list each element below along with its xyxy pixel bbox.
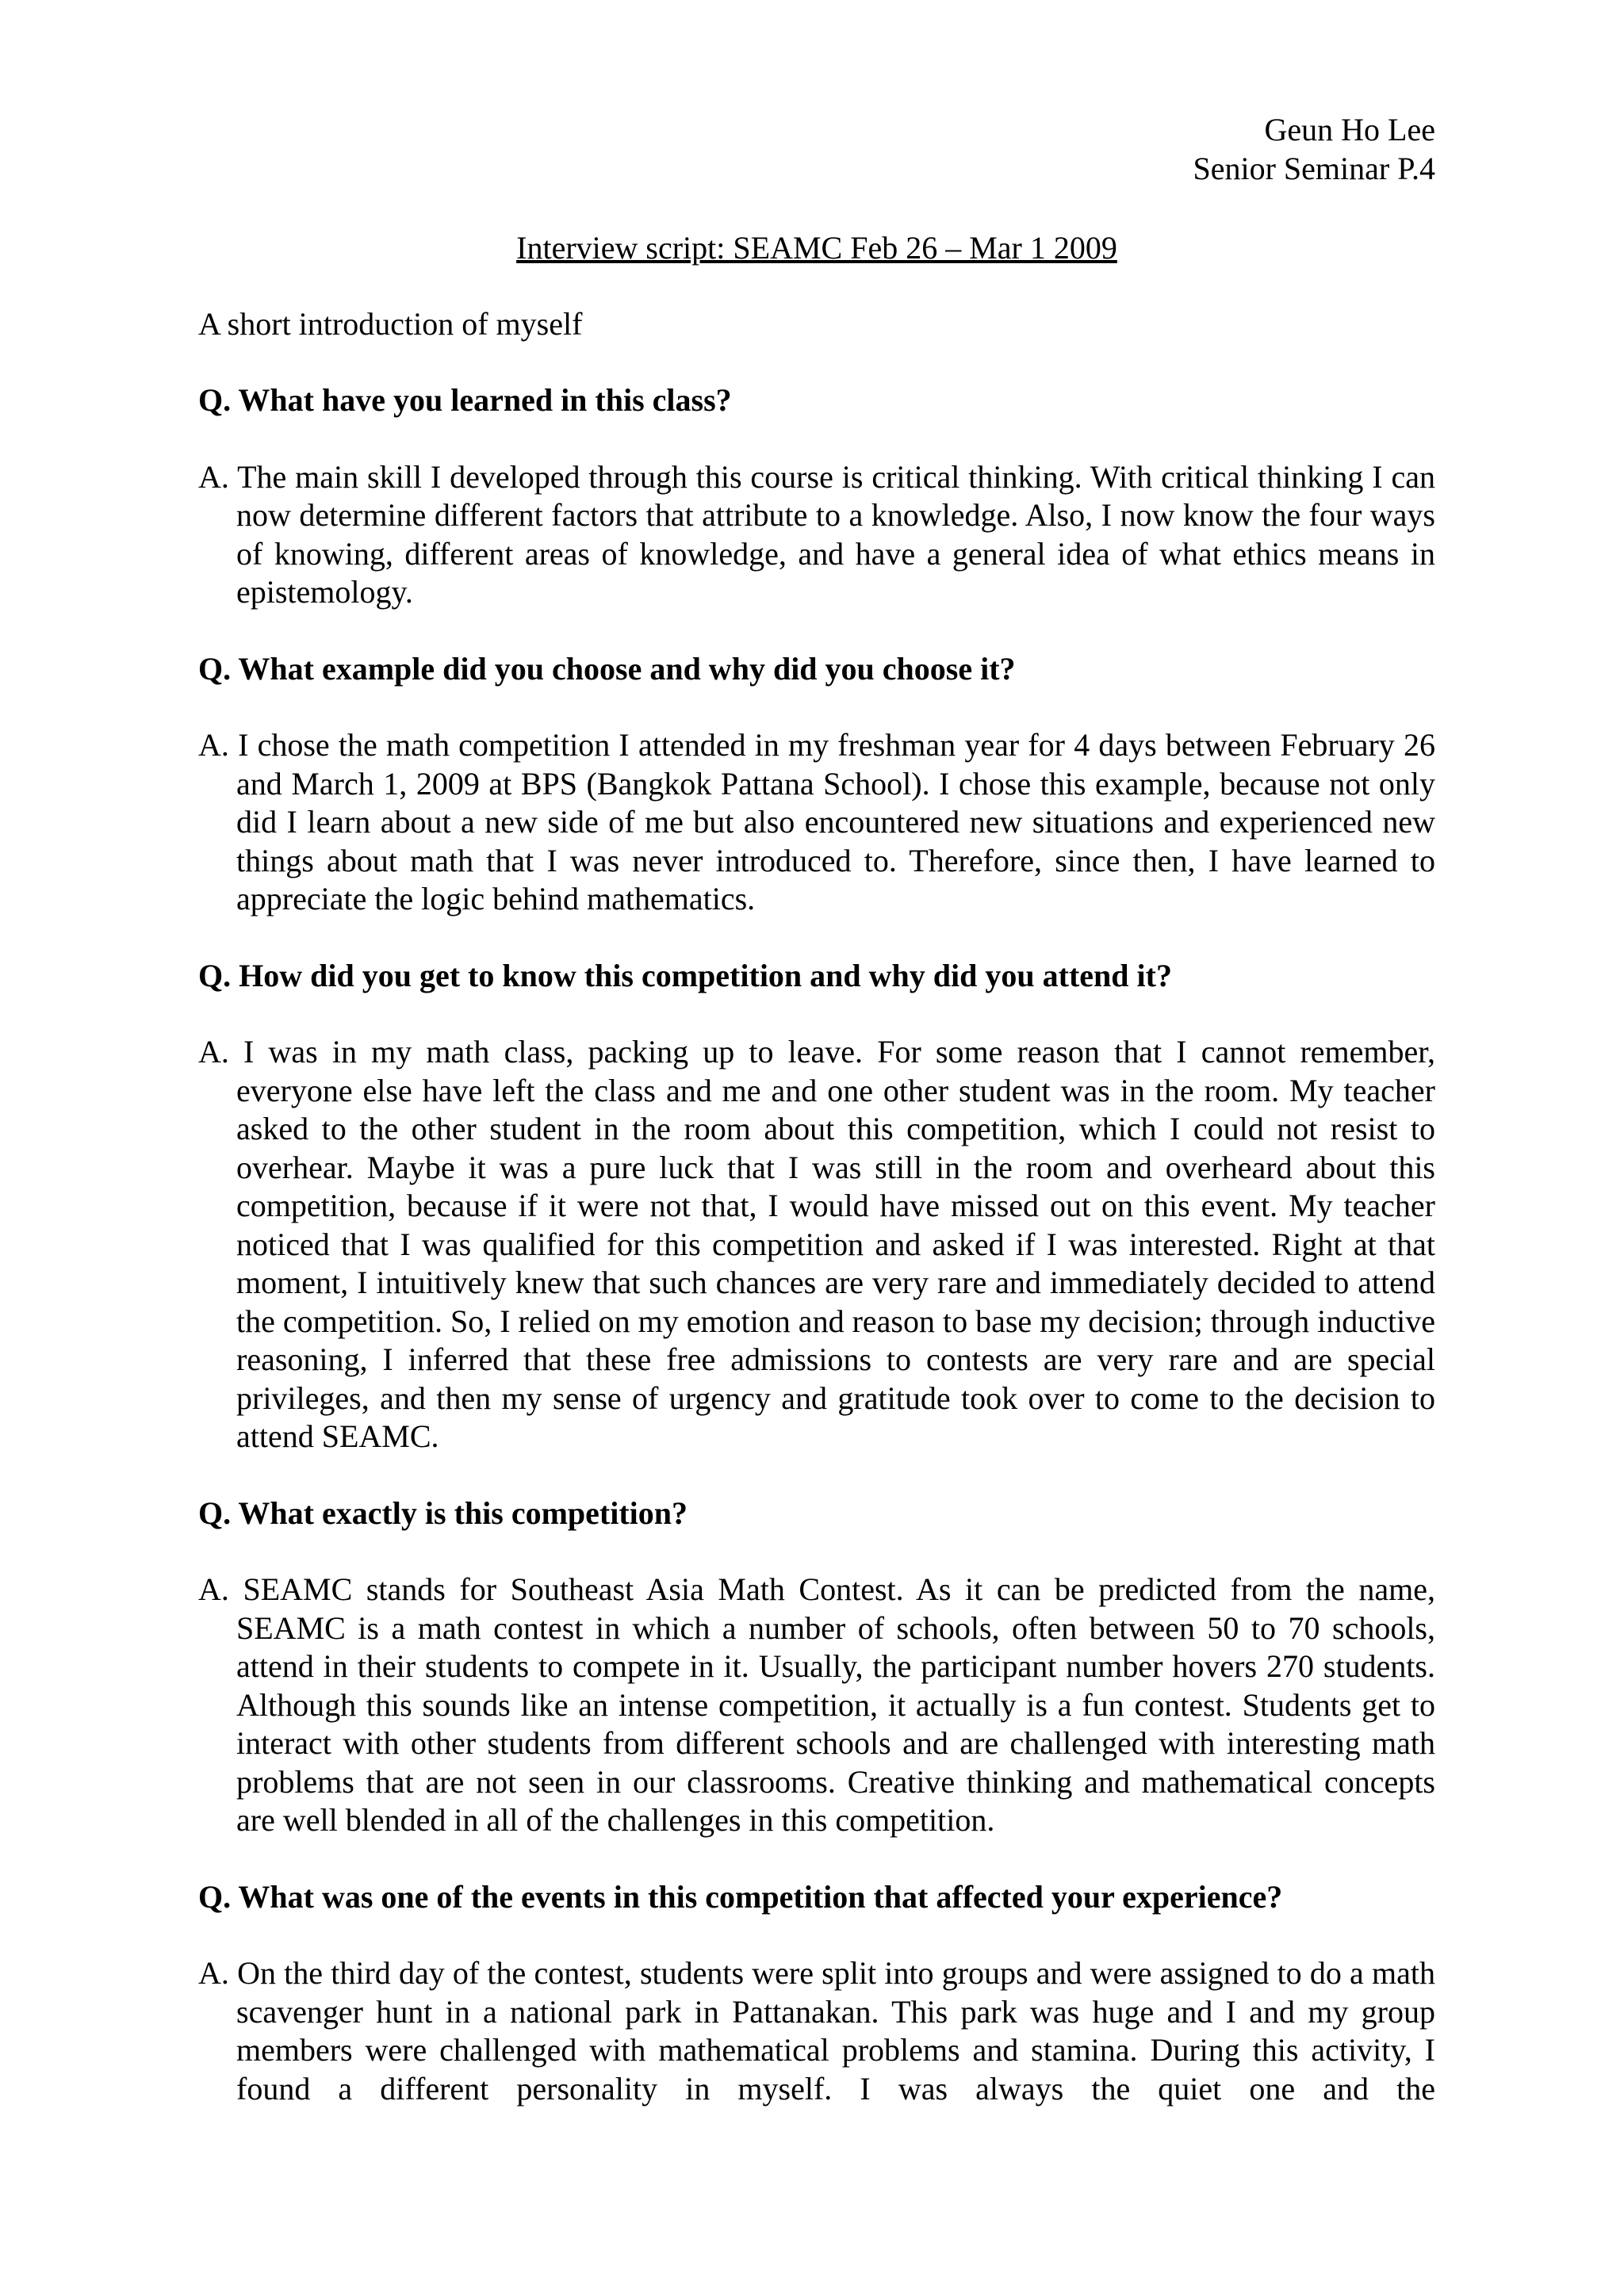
answer-4: A. SEAMC stands for Southeast Asia Math Contest. As it can be predicted from the name, SEAMC is a math contest in which a number of schools, often between 50 to 70 schools, attend in their students to compete in it. Usually, the participant number hovers 270 students. Although this sounds like an intense competition, it actually is a fun contest. Students get to interact with other students from different schools and are challenged with interesting math problems that are not seen in our classrooms. Creative thinking and mathematical concepts are well blended in all of the challenges in this competition. xyxy=(198,1571,1435,1838)
document-title: Interview script: SEAMC Feb 26 – Mar 1 2009 xyxy=(516,230,1117,266)
question-3: Q. How did you get to know this competition and why did you attend it? xyxy=(198,957,1172,993)
answer-5: A. On the third day of the contest, students were split into groups and were assigned to do a math scavenger hunt in a national park in Pattanakan. This park was huge and I and my group members were challenged with mathematical problems and stamina. During this activity, I found a different personality in myself. I was always the quiet one and the xyxy=(198,1955,1435,2107)
question-2: Q. What example did you choose and why did you choose it? xyxy=(198,650,1016,687)
question-4: Q. What exactly is this competition? xyxy=(198,1494,688,1531)
answer-1: A. The main skill I developed through this course is critical thinking. With critical thinking I can now determine different factors that attribute to a knowledge. Also, I now know the four ways of knowing, different areas of knowledge, and have a general idea of what ethics means in epistemology. xyxy=(198,458,1435,610)
question-5: Q. What was one of the events in this competition that affected your experience? xyxy=(198,1878,1283,1915)
intro-line: A short introduction of myself xyxy=(198,305,583,342)
answer-2: A. I chose the math competition I attended in my freshman year for 4 days between February 26 and March 1, 2009 at BPS (Bangkok Pattana School). I chose this example, because not only did I learn about a new side of me but also encountered new situations and experienced new things about math that I was never introduced to. Therefore, since then, I have learned to appreciate the logic behind mathematics. xyxy=(198,727,1435,916)
question-1: Q. What have you learned in this class? xyxy=(198,382,732,418)
answer-3: A. I was in my math class, packing up to leave. For some reason that I cannot remember, everyone else have left the class and me and one other student was in the room. My teacher asked to the other student in the room about this competition, which I could not resist to overhear. Maybe it was a pure luck that I was still in the room and overheard about this competition, because if it were not that, I would have missed out on this event. My teacher noticed that I was qualified for this competition and asked if I was interested. Right at that moment, I intuitively knew that such chances are very rare and immediately decided to attend the competition. So, I relied on my emotion and reason to base my decision; through inductive reasoning, I inferred that these free admissions to contests are very rare and are special privileges, and then my sense of urgency and gratitude took over to come to the decision to attend SEAMC. xyxy=(198,1034,1435,1454)
course-name: Senior Seminar P.4 xyxy=(1193,150,1435,186)
author-name: Geun Ho Lee xyxy=(1264,112,1435,147)
document-page xyxy=(198,111,1435,2108)
document-header xyxy=(198,111,1435,188)
